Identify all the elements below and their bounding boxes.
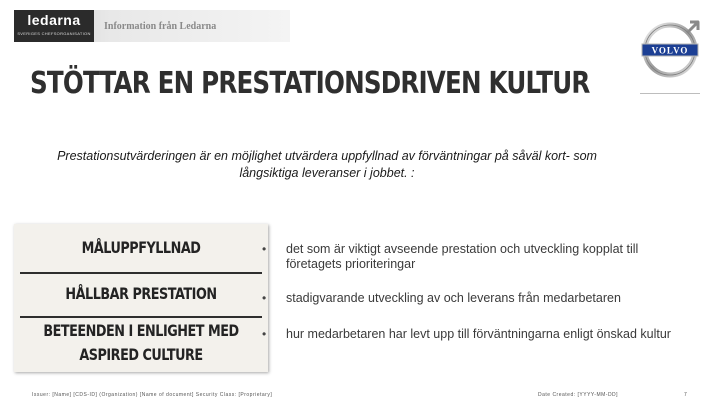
ledarna-logo-subtext: SVERIGES CHEFSORGANISATION bbox=[17, 31, 91, 36]
ledarna-logo-text: ledarna bbox=[27, 12, 81, 28]
panel-label-beteenden-line2: ASPIRED CULTURE bbox=[79, 345, 203, 364]
panel-divider bbox=[20, 316, 262, 318]
logo-divider bbox=[640, 93, 700, 94]
banner-text: Information från Ledarna bbox=[104, 21, 217, 32]
volvo-logo bbox=[640, 16, 704, 80]
intro-text: Prestationsutvärderingen är en möjlighet utvärdera uppfyllnad av förväntningar på såväl kort- som långsiktiga leveranser i jobbet. : bbox=[57, 149, 597, 180]
panel-divider bbox=[20, 272, 262, 274]
panel-label-maluppfyllnad: MÅLUPPFYLLNAD bbox=[81, 238, 201, 257]
bullet-text: stadigvarande utveckling av och leverans från medarbetaren bbox=[286, 291, 621, 305]
footer-date: Date Created: [YYYY-MM-DD] bbox=[538, 392, 619, 398]
bullet-text: hur medarbetaren har levt upp till förväntningarna enligt önskad kultur bbox=[286, 327, 671, 341]
bullet-marker: • bbox=[262, 327, 267, 341]
page-number: 7 bbox=[684, 392, 687, 398]
panel-label-beteenden-line1: BETEENDEN I ENLIGHET MED bbox=[43, 321, 239, 340]
volvo-wordmark: VOLVO bbox=[651, 45, 689, 56]
footer-issuer: Issuer: [Name] [CDS-ID] (Organization) [Name of document] Security Class: [Proprietary] bbox=[32, 392, 273, 398]
panel-label-hallbar-prestation: HÅLLBAR PRESTATION bbox=[65, 284, 217, 303]
bullet-marker: • bbox=[262, 291, 267, 305]
bullet-text: det som är viktigt avseende prestation och utveckling kopplat till företagets prioriteringar bbox=[286, 242, 639, 271]
ledarna-logo bbox=[14, 10, 94, 42]
page-title: STÖTTAR EN PRESTATIONSDRIVEN KULTUR bbox=[30, 66, 590, 101]
bullet-marker: • bbox=[262, 242, 267, 256]
